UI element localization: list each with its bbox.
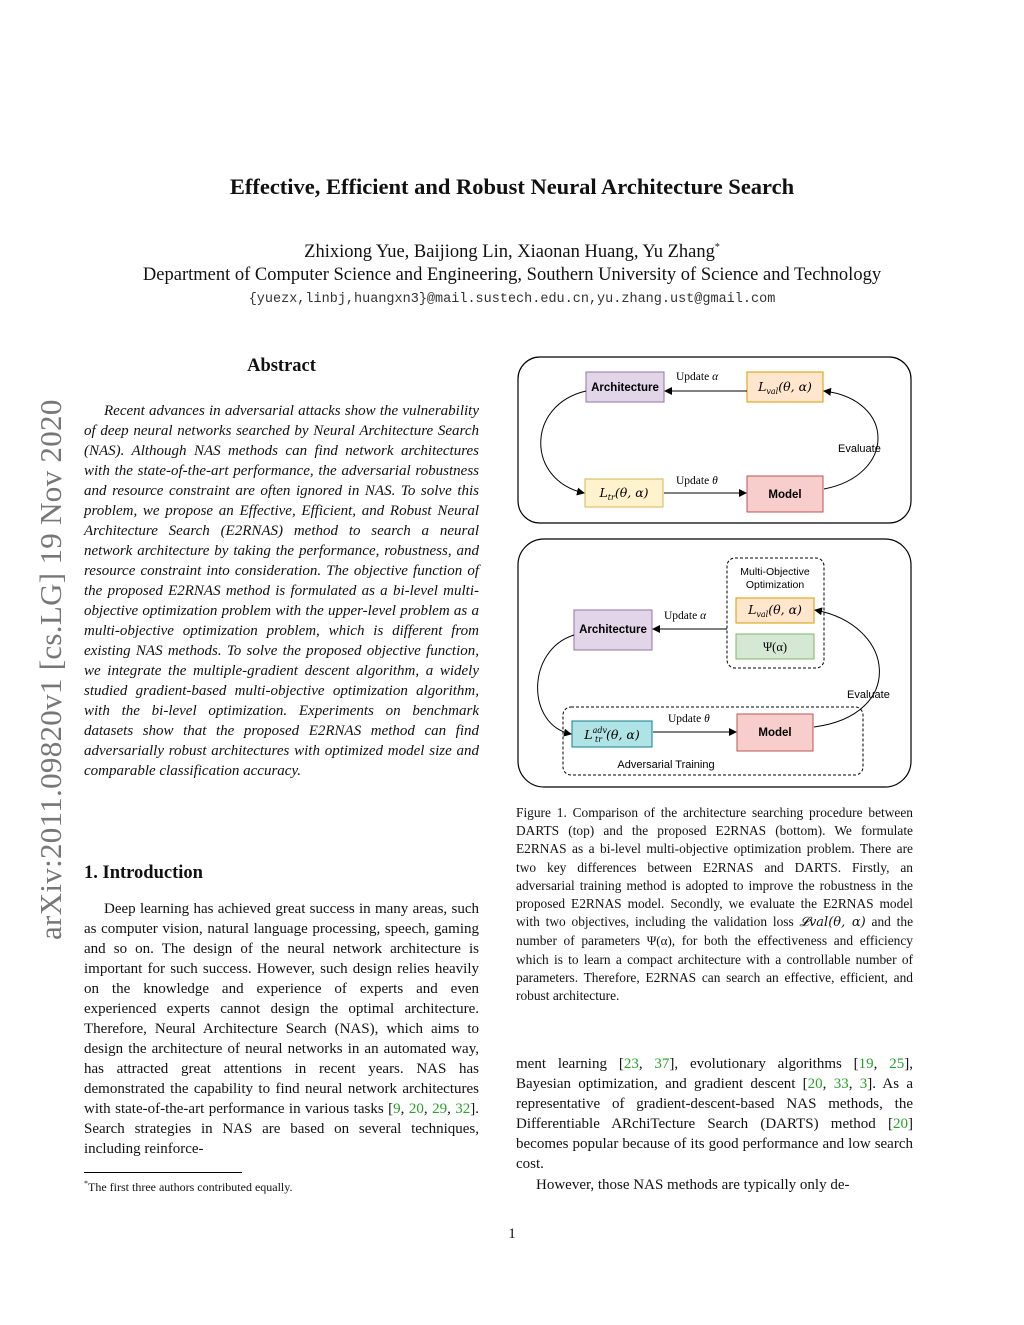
top-lval-label: $L_{val}(\theta$, α) xyxy=(758,379,812,396)
top-arrow-evaluate xyxy=(824,391,878,489)
paper-title: Effective, Efficient and Robust Neural Architecture Search xyxy=(229,174,795,199)
section-heading: 1. Introduction xyxy=(84,863,203,883)
caption-text-b: and the number of parameters xyxy=(516,914,914,949)
caption-text-c: , for both the effectiveness and efficiency which is to learn a compact architecture with a controllable number of parameters. Therefore, E2RNAS can search an effective, efficient, and robust architecture. xyxy=(516,933,913,1004)
figure-1 xyxy=(516,355,914,795)
author-mark: * xyxy=(714,242,720,253)
bottom-lval-label: $L_{val}(\theta$, α) xyxy=(748,602,802,619)
citation[interactable]: 29 xyxy=(432,1101,448,1117)
citation[interactable]: 9 xyxy=(393,1101,401,1117)
intro-text-b: ]. Search strategies in NAS are based on several techniques, including reinforce- xyxy=(84,1101,480,1157)
top-architecture-label: Architecture xyxy=(591,382,659,394)
bottom-model-label: Model xyxy=(758,727,792,739)
arxiv-id: arXiv:2011.09820v1 [cs.LG] 19 Nov 2020 xyxy=(33,399,68,940)
adv-training-label: Adversarial Training xyxy=(617,759,715,771)
intro-paragraph: Deep learning has achieved great success in many areas, such as computer vision, natural language processing, speech, gaming and so on. The design of the neural network architecture is important for such success. However, such design relies heavily on the knowledge and experience of experts and even experienced experts cannot design the optimal architecture. Therefore, Neural Architecture Search (NAS), which aims to design the architecture of neural networks in an automated way, has attracted great attentions in recent years. NAS has demonstrated the capability to find neural network architectures with state-of-the-art performance in various tasks [9, 20, 29, 32]. Search strategies in NAS are based on several techniques, including reinforce- xyxy=(84,901,480,1157)
moo-label-line1: Multi-Objective xyxy=(740,566,810,578)
bottom-panel xyxy=(518,539,911,787)
caption-math-lval: 𝓛val(θ, α) xyxy=(799,915,866,931)
top-model-label: Model xyxy=(768,489,802,501)
top-ltr-label: $L_{tr}(\theta$, α) xyxy=(599,485,649,502)
citation[interactable]: 23 xyxy=(623,1056,639,1072)
authors xyxy=(0,242,1024,263)
affiliation: Department of Computer Science and Engineering, Southern University of Science and Technology xyxy=(142,265,882,285)
figure-diagram xyxy=(516,355,914,795)
citation[interactable]: 37 xyxy=(654,1056,670,1072)
top-arrow-arch-to-ltr xyxy=(541,391,586,493)
abstract-heading: Abstract xyxy=(247,356,316,376)
bottom-update-alpha: Update α xyxy=(664,610,707,622)
citation[interactable]: 25 xyxy=(889,1056,905,1072)
citation[interactable]: 19 xyxy=(858,1056,874,1072)
top-evaluate-label: Evaluate xyxy=(838,443,881,455)
bottom-architecture-label: Architecture xyxy=(579,624,647,636)
page-number: 1 xyxy=(508,1226,516,1242)
caption-text-a: Figure 1. Comparison of the architecture searching procedure between DARTS (top) and the proposed E2RNAS (bottom). We formulate E2RNAS as a bi-level multi-objective optimization problem. There are two key differences between E2RNAS and DARTS. Firstly, an adversarial training method is adopted to improve the robustness in the proposed E2RNAS model. Secondly, we evaluate the E2RNAS model with two objectives, including the validation loss xyxy=(516,805,913,930)
bottom-evaluate-label: Evaluate xyxy=(847,689,890,701)
author-names: Zhixiong Yue, Baijiong Lin, Xiaonan Huang, Yu Zhang xyxy=(304,242,715,263)
footnote-text: The first three authors contributed equally. xyxy=(88,1180,293,1194)
emails: {yuezx,linbj,huangxn3}@mail.sustech.edu.cn,yu.zhang.ust@gmail.com xyxy=(248,292,776,307)
citation[interactable]: 33 xyxy=(833,1076,849,1092)
citation[interactable]: 20 xyxy=(893,1116,908,1132)
footnote-rule xyxy=(84,1172,242,1173)
moo-label-line2: Optimization xyxy=(745,579,805,591)
caption-math-psi: Ψ(α) xyxy=(646,933,672,949)
top-update-theta: Update θ xyxy=(676,475,718,487)
footnote-mark: * xyxy=(84,1179,88,1188)
figure-caption xyxy=(516,804,913,1005)
citation[interactable]: 20 xyxy=(408,1101,424,1117)
arxiv-stamp xyxy=(25,350,68,940)
intro-text-a: Deep learning has achieved great success in many areas, such as computer vision, natural language processing, speech, gaming and so on. The design of the neural network architecture is important for such success. However, such design relies heavily on the knowledge and experience of experts and even experienced experts cannot design the optimal architecture. Therefore, Neural Architecture Search (NAS), which aims to design the architecture of neural networks in an automated way, has attracted great attentions in recent years. NAS has demonstrated the capability to find neural network architectures with state-of-the-art performance in various tasks [ xyxy=(84,901,479,1117)
right-column-paragraph: ment learning [23, 37], evolutionary algorithms [19, 25], Bayesian optimization, and gradient descent [20, 33, 3]. As a representative of gradient-descent-based NAS methods, the Differentiable ARchiTecture Search (DARTS) method [20] becomes popular because of its good performance and low search cost. xyxy=(516,1056,914,1172)
footnote xyxy=(84,1179,293,1195)
adv-ltr-label: $L^{adv}$ tr (θ, α) xyxy=(584,726,640,744)
bottom-update-theta: Update θ xyxy=(668,713,710,725)
bottom-arrow-arch-to-adv xyxy=(538,635,574,734)
citation[interactable]: 32 xyxy=(455,1101,471,1117)
top-update-alpha: Update α xyxy=(676,371,719,383)
citation[interactable]: 20 xyxy=(807,1076,823,1092)
psi-label: Ψ(α) xyxy=(762,640,788,654)
citation[interactable]: 3 xyxy=(859,1076,868,1092)
right-column-paragraph-2: However, those NAS methods are typically only de- xyxy=(536,1177,850,1193)
abstract-text: Recent advances in adversarial attacks show the vulnerability of deep neural networks searched by Neural Architecture Search (NAS). Although NAS methods can find network architectures with the state-of-the-art performance, the adversarial robustness and resource constraint are often ignored in NAS. To solve this problem, we propose an Effective, Efficient, and Robust Neural Architecture Search (E2RNAS) method to search a neural network architecture by taking the performance, robustness, and resource constraint into consideration. The objective function of the proposed E2RNAS method is formulated as a bi-level multi-objective optimization problem with the upper-level problem as a multi-objective optimization problem, which is different from existing NAS methods. To solve the proposed objective function, we integrate the multiple-gradient descent algorithm, a widely studied gradient-based multi-objective optimization algorithm, with the bi-level optimization. Experiments on benchmark datasets show that the proposed E2RNAS method can find adversarially robust architectures with optimized model size and comparable classification accuracy. xyxy=(84,403,479,779)
